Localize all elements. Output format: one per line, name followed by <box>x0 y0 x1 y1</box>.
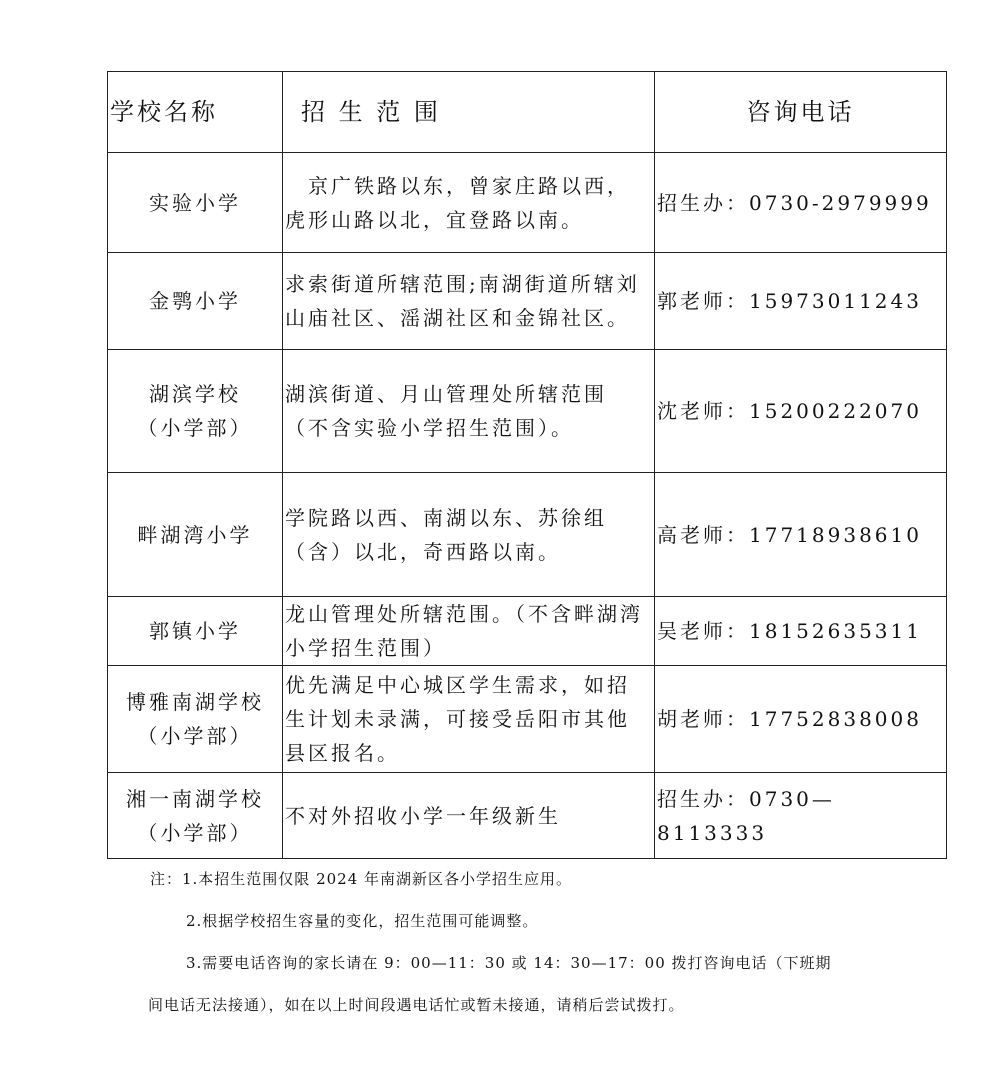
school-name <box>108 666 283 773</box>
school-sub-text: （小学部） <box>137 416 253 440</box>
school-name-text: 郭镇小学 <box>149 619 241 643</box>
contact-phone: 郭老师：15973011243 <box>655 253 947 350</box>
header-row <box>108 72 947 153</box>
header-school-name: 学校名称 <box>108 72 283 153</box>
school-name <box>108 473 283 597</box>
enrollment-range: 龙山管理处所辖范围。（不含畔湖湾小学招生范围） <box>283 597 655 666</box>
enrollment-range: 不对外招收小学一年级新生 <box>283 773 655 859</box>
contact-phone: 高老师：17718938610 <box>655 473 947 597</box>
school-name <box>108 597 283 666</box>
enrollment-range: 学院路以西、南湖以东、苏徐组（含）以北，奇西路以南。 <box>283 473 655 597</box>
table-row <box>108 153 947 253</box>
note-1: 注：1.本招生范围仅限 2024 年南湖新区各小学招生应用。 <box>150 870 573 888</box>
enrollment-range: 湖滨街道、月山管理处所辖范围（不含实验小学招生范围）。 <box>283 350 655 473</box>
table-row <box>108 473 947 597</box>
school-sub-text: （小学部） <box>137 820 253 845</box>
school-name-text: 湖滨学校 <box>149 382 241 406</box>
school-name <box>108 350 283 473</box>
table-row <box>108 350 947 473</box>
school-name-text: 畔湖湾小学 <box>137 522 253 547</box>
note-2: 2.根据学校招生容量的变化，招生范围可能调整。 <box>186 912 539 930</box>
enrollment-table <box>107 71 947 859</box>
contact-phone: 胡老师：17752838008 <box>655 666 947 773</box>
school-name <box>108 253 283 350</box>
school-name <box>108 153 283 253</box>
contact-phone: 招生办：0730-2979999 <box>655 153 947 253</box>
school-name-text: 湘一南湖学校 <box>126 786 264 811</box>
contact-phone: 招生办：0730—8113333 <box>655 773 947 859</box>
table-row <box>108 666 947 773</box>
contact-phone: 沈老师：15200222070 <box>655 350 947 473</box>
enrollment-range: 京广铁路以东，曾家庄路以西，虎形山路以北，宜登路以南。 <box>283 153 655 253</box>
header-phone: 咨询电话 <box>655 72 947 153</box>
school-name <box>108 773 283 859</box>
table-row <box>108 597 947 666</box>
note-3: 3.需要电话咨询的家长请在 9：00—11：30 或 14：30—17：00 拨打咨询电话（下班期 <box>186 954 832 972</box>
notes <box>150 858 832 1026</box>
enrollment-range: 求索街道所辖范围;南湖街道所辖刘山庙社区、滛湖社区和金锦社区。 <box>283 253 655 350</box>
header-range: 招 生 范 围 <box>283 72 655 153</box>
school-name-text: 实验小学 <box>149 190 241 215</box>
school-name-text: 博雅南湖学校 <box>126 690 264 714</box>
table-row <box>108 773 947 859</box>
school-name-text: 金鹗小学 <box>149 289 241 313</box>
enrollment-range: 优先满足中心城区学生需求，如招生计划未录满，可接受岳阳市其他县区报名。 <box>283 666 655 773</box>
note-3-cont: 间电话无法接通），如在以上时间段遇电话忙或暂未接通，请稍后尝试拨打。 <box>148 996 685 1014</box>
table-row <box>108 253 947 350</box>
school-sub-text: （小学部） <box>137 724 253 748</box>
contact-phone: 吴老师：18152635311 <box>655 597 947 666</box>
